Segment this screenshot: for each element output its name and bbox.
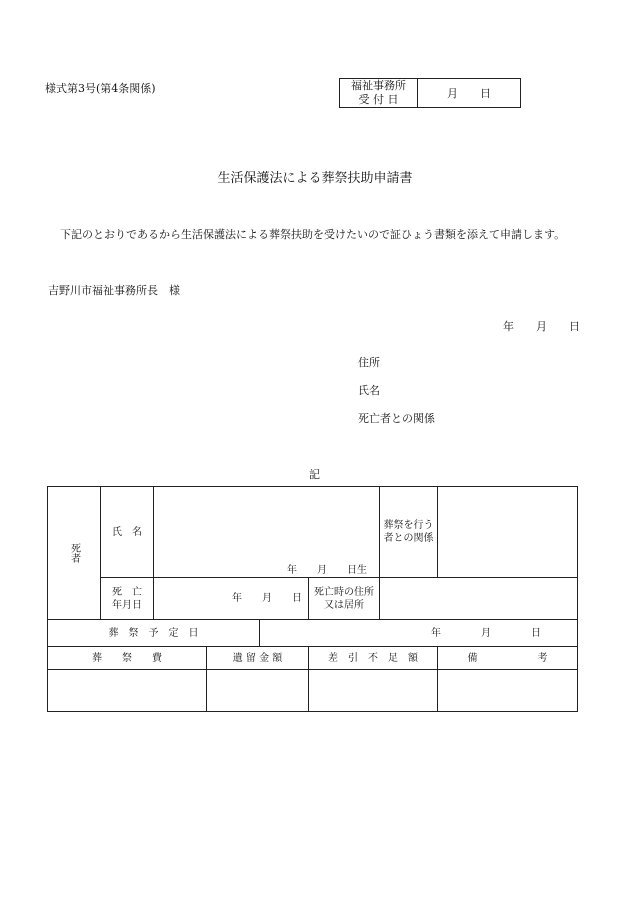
death-date-field[interactable] [154, 578, 308, 619]
name-label: 氏 名 [112, 526, 142, 538]
reception-label-line1: 福祉事務所 [351, 79, 406, 92]
deceased-name-field[interactable] [154, 487, 379, 577]
deceased-label: 死者 [68, 543, 80, 563]
death-date-label: 死 亡年月日 [112, 586, 142, 611]
applicant-address-label: 住所 [358, 356, 380, 369]
scheduled-funeral-field[interactable] [260, 620, 577, 646]
application-date[interactable]: 年 月 日 [503, 320, 580, 333]
col-header-remaining-money: 遺 留 金 額 [232, 652, 283, 664]
residence-at-death-label: 死亡時の住所又は居所 [314, 586, 374, 611]
scheduled-funeral-value: 年 月 日 [431, 627, 541, 639]
death-date-label-cell [101, 578, 153, 619]
col-header-shortfall: 差 引 不 足 額 [328, 652, 418, 664]
reception-date-box [339, 78, 521, 108]
reception-box-label [340, 79, 418, 107]
col-header-remarks: 備 考 [467, 652, 548, 664]
table-border-right [577, 486, 578, 712]
funeral-cost-field[interactable] [48, 670, 206, 711]
residence-at-death-label-cell [309, 578, 379, 619]
shortfall-field[interactable] [309, 670, 437, 711]
table-border-bottom [47, 711, 578, 712]
funeral-performer-relation-text: 葬祭を行う者との関係 [383, 520, 434, 544]
remaining-money-field[interactable] [207, 670, 308, 711]
document-title: 生活保護法による葬祭扶助申請書 [217, 171, 413, 186]
intro-text: 下記のとおりであるから生活保護法による葬祭扶助を受けたいので証ひょう書類を添えて申請します。 [60, 228, 566, 241]
funeral-performer-relation-label [380, 487, 437, 577]
residence-at-death-field[interactable] [380, 578, 577, 619]
birth-date-label: 年 月 日生 [287, 565, 367, 576]
funeral-performer-relation-field[interactable] [438, 487, 577, 577]
reception-label-line2: 受 付 日 [358, 93, 399, 106]
col-header-funeral-cost: 葬 祭 費 [92, 652, 162, 664]
section-mark: 記 [309, 468, 320, 481]
applicant-name-label: 氏名 [358, 384, 380, 397]
addressee: 吉野川市福祉事務所長 様 [48, 284, 180, 297]
reception-date-field[interactable]: 月 日 [447, 87, 491, 100]
applicant-relation-label: 死亡者との関係 [358, 412, 435, 425]
death-date-value: 年 月 日 [232, 593, 302, 604]
deceased-label-cell [48, 487, 100, 619]
remarks-field[interactable] [438, 670, 577, 711]
form-number: 様式第3号(第4条関係) [45, 82, 156, 95]
scheduled-funeral-label: 葬 祭 予 定 日 [108, 627, 199, 639]
